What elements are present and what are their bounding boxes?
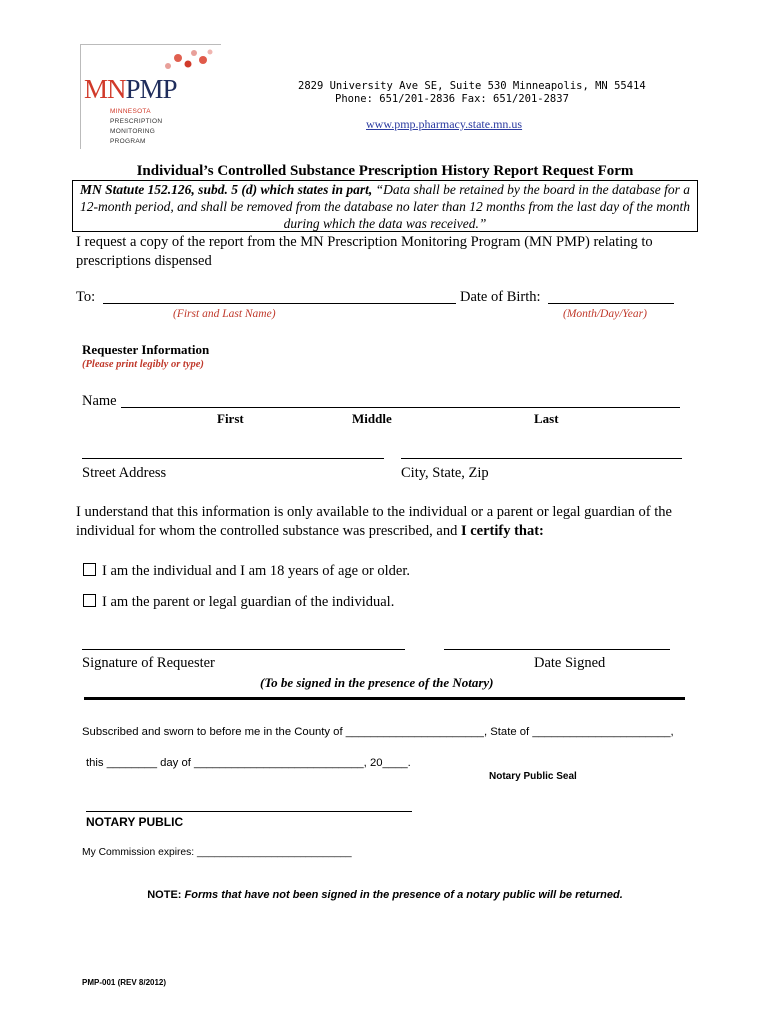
notary-signature-field[interactable] xyxy=(86,800,412,812)
street-address-label: Street Address xyxy=(82,465,167,481)
logo-dots-icon xyxy=(160,44,220,76)
checkbox-guardian[interactable] xyxy=(83,594,96,607)
day-line: this ________ day of ___________________________, 20____. xyxy=(86,757,411,769)
requester-hint: (Please print legibly or type) xyxy=(82,359,204,370)
logo-sub-line: PRESCRIPTION xyxy=(110,118,163,125)
signature-field[interactable] xyxy=(82,637,405,650)
city-state-zip-field[interactable] xyxy=(401,446,682,459)
form-title: Individual’s Controlled Substance Prescription History Report Request Form xyxy=(136,163,634,179)
contact-phone: Phone: 651/201-2836 Fax: 651/201-2837 xyxy=(335,93,569,105)
dob-label: Date of Birth: xyxy=(460,289,541,305)
subscribed-line: Subscribed and sworn to before me in the County of ______________________, State of ______________________, xyxy=(82,726,674,738)
contact-address: 2829 University Ave SE, Suite 530 Minneapolis, MN 55414 xyxy=(298,80,646,92)
logo-wordmark xyxy=(84,74,177,105)
street-address-field[interactable] xyxy=(82,446,384,459)
section-divider xyxy=(84,697,685,700)
date-signed-label: Date Signed xyxy=(534,655,606,671)
checkbox-row-guardian xyxy=(83,594,394,611)
note-label: NOTE: xyxy=(147,889,182,901)
requester-name-field[interactable] xyxy=(121,393,680,408)
date-signed-field[interactable] xyxy=(444,637,670,650)
statute-quote: “Data shall be retained by the board in the database for a 12-month period, and shall be removed from the database no later than 12 months from the last day of the month during which the data was received.” xyxy=(79,182,691,231)
last-name-label: Last xyxy=(534,411,559,426)
note-text: Forms that have not been signed in the presence of a notary public will be returned. xyxy=(184,889,623,901)
certify-text: I understand that this information is only available to the individual or a parent or legal guardian of the individual for whom the controlled substance was prescribed, and xyxy=(76,504,672,539)
logo-mn: MN xyxy=(84,74,126,104)
certify-bold: I certify that: xyxy=(460,523,544,539)
website-link[interactable]: www.pmp.pharmacy.state.mn.us xyxy=(366,117,523,131)
checkbox-individual[interactable] xyxy=(83,563,96,576)
commission-line: My Commission expires: ___________________________ xyxy=(82,847,352,858)
certify-paragraph xyxy=(76,503,706,541)
name-hint: (First and Last Name) xyxy=(173,308,276,320)
checkbox-row-individual xyxy=(83,563,410,580)
logo-sub-line: MINNESOTA xyxy=(110,108,151,115)
middle-name-label: Middle xyxy=(352,411,392,426)
signature-label: Signature of Requester xyxy=(82,655,215,671)
first-name-label: First xyxy=(217,411,244,426)
notary-presence-note: (To be signed in the presence of the Notary) xyxy=(260,675,494,690)
requester-heading: Requester Information xyxy=(82,342,210,357)
dob-hint: (Month/Day/Year) xyxy=(563,308,647,320)
logo-pmp: PMP xyxy=(125,74,177,104)
logo-sub-line: MONITORING xyxy=(110,128,156,135)
notary-public-label: NOTARY PUBLIC xyxy=(86,815,184,829)
logo-sub-line: PROGRAM xyxy=(110,138,146,145)
to-label: To: xyxy=(76,289,96,305)
form-id: PMP-001 (REV 8/2012) xyxy=(82,978,167,987)
notary-seal-label: Notary Public Seal xyxy=(489,771,577,782)
recipient-name-field[interactable] xyxy=(103,289,456,304)
dob-field[interactable] xyxy=(548,289,674,304)
checkbox-individual-label: I am the individual and I am 18 years of age or older. xyxy=(102,563,411,579)
statute-box xyxy=(72,180,698,232)
checkbox-guardian-label: I am the parent or legal guardian of the individual. xyxy=(102,594,395,610)
returned-note xyxy=(0,889,770,901)
request-text: I request a copy of the report from the MN Prescription Monitoring Program (MN PMP) relating to prescriptions dispensed xyxy=(76,234,653,269)
statute-reference: MN Statute 152.126, subd. 5 (d) which states in part, xyxy=(80,182,373,197)
city-state-zip-label: City, State, Zip xyxy=(401,465,489,481)
name-label: Name xyxy=(82,393,117,409)
logo-subtitle xyxy=(110,107,162,147)
